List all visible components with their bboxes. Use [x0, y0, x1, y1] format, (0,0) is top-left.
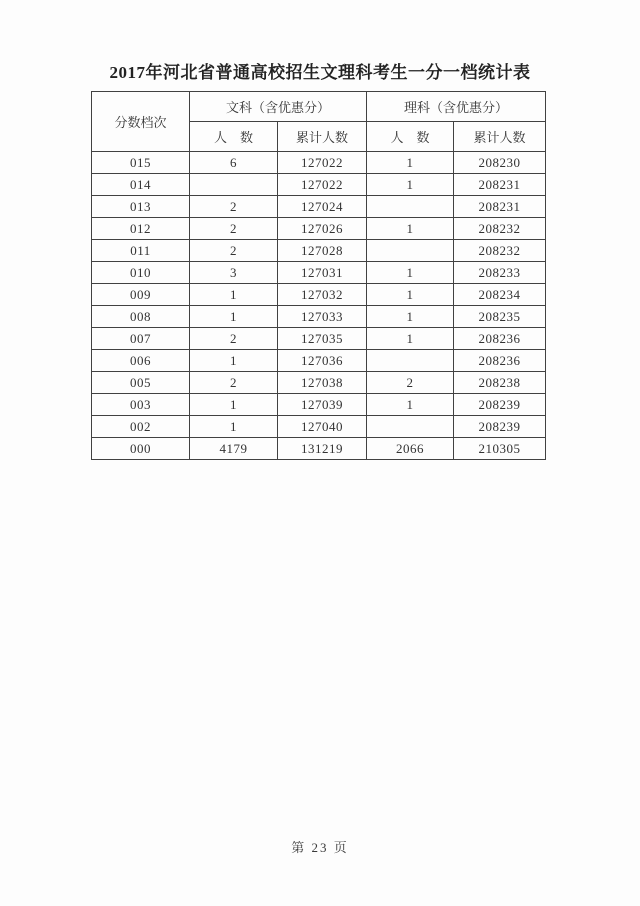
header-science-group: 理科（含优惠分） [367, 92, 546, 122]
table-row [92, 174, 546, 196]
cell-level: 015 [92, 152, 190, 174]
cell-wk_cum: 127040 [278, 416, 367, 438]
table-row [92, 438, 546, 460]
page-number: 第 23 页 [291, 840, 349, 855]
cell-level: 009 [92, 284, 190, 306]
cell-wk_cum: 127024 [278, 196, 367, 218]
cell-wk_cum: 127038 [278, 372, 367, 394]
cell-level: 013 [92, 196, 190, 218]
cell-wk_count: 2 [190, 196, 278, 218]
cell-wk_cum: 127036 [278, 350, 367, 372]
cell-wk_count: 2 [190, 328, 278, 350]
table-row [92, 372, 546, 394]
cell-lk_count: 1 [367, 328, 454, 350]
cell-wk_count: 1 [190, 306, 278, 328]
cell-level: 007 [92, 328, 190, 350]
cell-wk_count: 2 [190, 240, 278, 262]
cell-wk_cum: 127035 [278, 328, 367, 350]
table-row [92, 240, 546, 262]
table-row [92, 218, 546, 240]
cell-level: 006 [92, 350, 190, 372]
cell-level: 012 [92, 218, 190, 240]
header-group-row [92, 92, 546, 122]
cell-wk_count: 2 [190, 372, 278, 394]
cell-lk_count: 1 [367, 306, 454, 328]
cell-level: 010 [92, 262, 190, 284]
cell-wk_count: 6 [190, 152, 278, 174]
cell-level: 011 [92, 240, 190, 262]
table-row [92, 394, 546, 416]
cell-lk_cum: 208230 [454, 152, 546, 174]
table-row [92, 328, 546, 350]
table-row [92, 262, 546, 284]
table-row [92, 152, 546, 174]
cell-lk_cum: 208231 [454, 174, 546, 196]
cell-lk_count: 1 [367, 218, 454, 240]
cell-wk_cum: 127039 [278, 394, 367, 416]
cell-wk_count: 2 [190, 218, 278, 240]
cell-wk_count: 3 [190, 262, 278, 284]
cell-wk_count: 1 [190, 284, 278, 306]
cell-wk_cum: 127026 [278, 218, 367, 240]
cell-level: 000 [92, 438, 190, 460]
cell-wk_count: 4179 [190, 438, 278, 460]
table-row [92, 416, 546, 438]
cell-lk_count: 2066 [367, 438, 454, 460]
cell-wk_cum: 127033 [278, 306, 367, 328]
table-row [92, 306, 546, 328]
score-table [91, 91, 546, 460]
header-score-level: 分数档次 [92, 92, 190, 152]
cell-wk_cum: 127031 [278, 262, 367, 284]
cell-lk_cum: 208232 [454, 218, 546, 240]
cell-wk_cum: 131219 [278, 438, 367, 460]
cell-lk_count: 1 [367, 262, 454, 284]
table-row [92, 284, 546, 306]
cell-lk_count: 1 [367, 394, 454, 416]
cell-lk_cum: 210305 [454, 438, 546, 460]
cell-lk_count: 1 [367, 152, 454, 174]
cell-level: 005 [92, 372, 190, 394]
cell-lk_count: 2 [367, 372, 454, 394]
cell-lk_count [367, 350, 454, 372]
cell-lk_cum: 208235 [454, 306, 546, 328]
cell-lk_cum: 208232 [454, 240, 546, 262]
header-liberal-arts-group: 文科（含优惠分） [190, 92, 367, 122]
cell-lk_cum: 208239 [454, 416, 546, 438]
cell-lk_cum: 208239 [454, 394, 546, 416]
table-body [92, 152, 546, 460]
page-title: 2017年河北省普通高校招生文理科考生一分一档统计表 [109, 63, 531, 82]
cell-lk_count: 1 [367, 174, 454, 196]
cell-wk_cum: 127028 [278, 240, 367, 262]
cell-lk_cum: 208233 [454, 262, 546, 284]
cell-level: 014 [92, 174, 190, 196]
cell-level: 008 [92, 306, 190, 328]
table-row [92, 196, 546, 218]
header-wk-count: 人 数 [190, 122, 278, 152]
cell-lk_cum: 208236 [454, 328, 546, 350]
cell-wk_count: 1 [190, 394, 278, 416]
table-row [92, 350, 546, 372]
cell-wk_cum: 127022 [278, 174, 367, 196]
cell-level: 002 [92, 416, 190, 438]
cell-wk_cum: 127022 [278, 152, 367, 174]
cell-lk_count [367, 416, 454, 438]
cell-lk_cum: 208238 [454, 372, 546, 394]
cell-lk_cum: 208236 [454, 350, 546, 372]
header-lk-count: 人 数 [367, 122, 454, 152]
cell-wk_count: 1 [190, 416, 278, 438]
header-wk-cumulative: 累计人数 [278, 122, 367, 152]
cell-level: 003 [92, 394, 190, 416]
cell-lk_cum: 208231 [454, 196, 546, 218]
cell-lk_cum: 208234 [454, 284, 546, 306]
cell-wk_count [190, 174, 278, 196]
table-header [92, 92, 546, 152]
cell-lk_count [367, 240, 454, 262]
header-lk-cumulative: 累计人数 [454, 122, 546, 152]
cell-lk_count [367, 196, 454, 218]
cell-wk_cum: 127032 [278, 284, 367, 306]
cell-lk_count: 1 [367, 284, 454, 306]
cell-wk_count: 1 [190, 350, 278, 372]
